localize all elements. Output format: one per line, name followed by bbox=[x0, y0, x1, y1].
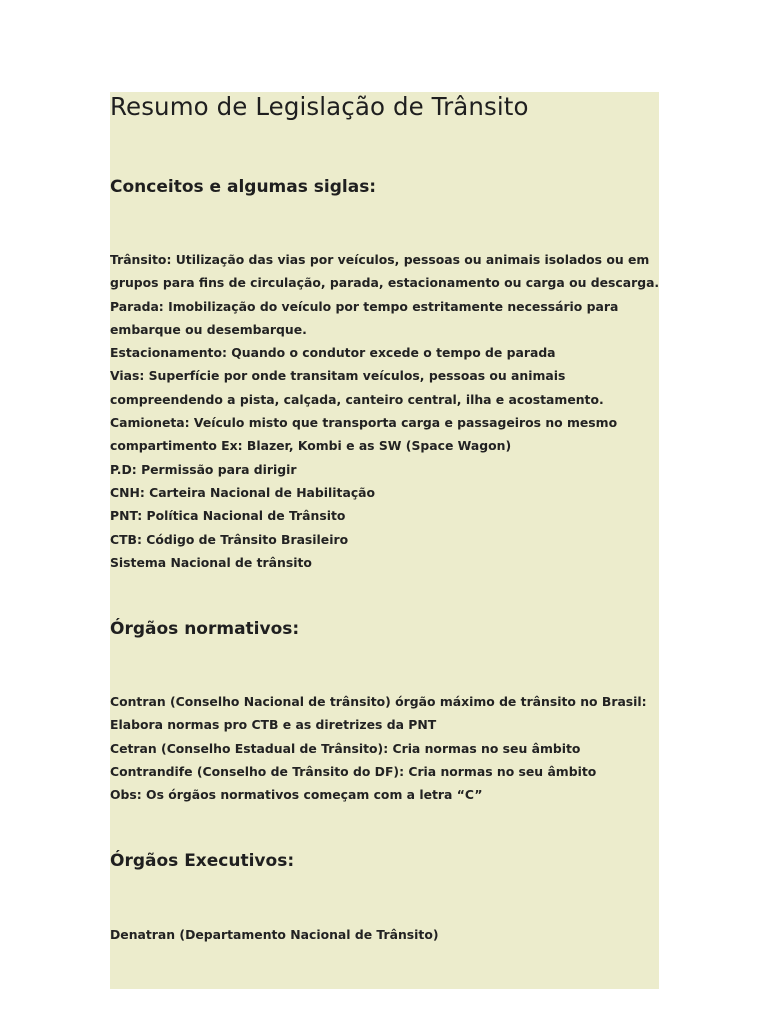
text-line: compartimento Ex: Blazer, Kombi e as SW (Space Wagon) bbox=[110, 438, 512, 454]
text-line: compreendendo a pista, calçada, canteiro central, ilha e acostamento. bbox=[110, 391, 604, 407]
text-line: Estacionamento: Quando o condutor excede o tempo de parada bbox=[110, 345, 556, 361]
text-line: embarque ou desembarque. bbox=[110, 321, 307, 337]
section-body-orgaos-normativos bbox=[110, 690, 647, 806]
section-heading-orgaos-executivos: Órgãos Executivos: bbox=[110, 851, 295, 871]
text-line: Elabora normas pro CTB e as diretrizes da PNT bbox=[110, 717, 437, 733]
text-line: Camioneta: Veículo misto que transporta carga e passageiros no mesmo bbox=[110, 415, 618, 431]
text-line: Trânsito: Utilização das vias por veículos, pessoas ou animais isolados ou em bbox=[110, 252, 650, 267]
text-line: Parada: Imobilização do veículo por tempo estritamente necessário para bbox=[110, 298, 619, 314]
text-line: Obs: Os órgãos normativos começam com a letra “C” bbox=[110, 787, 483, 803]
text-line: CNH: Carteira Nacional de Habilitação bbox=[110, 484, 376, 500]
text-line: Cetran (Conselho Estadual de Trânsito): Cria normas no seu âmbito bbox=[110, 740, 581, 756]
text-line: P.D: Permissão para dirigir bbox=[110, 461, 297, 477]
document-title: Resumo de Legislação de Trânsito bbox=[110, 92, 529, 121]
text-line: PNT: Política Nacional de Trânsito bbox=[110, 508, 346, 524]
section-heading-orgaos-normativos: Órgãos normativos: bbox=[110, 619, 300, 639]
section-body-orgaos-executivos bbox=[110, 923, 439, 946]
text-line: Sistema Nacional de trânsito bbox=[110, 554, 312, 570]
section-heading-conceitos: Conceitos e algumas siglas: bbox=[110, 177, 377, 197]
text-line: Contran (Conselho Nacional de trânsito) órgão máximo de trânsito no Brasil: bbox=[110, 694, 647, 709]
text-line: grupos para fins de circulação, parada, estacionamento ou carga ou descarga. bbox=[110, 275, 660, 291]
text-line: Denatran (Departamento Nacional de Trânsito) bbox=[110, 927, 439, 942]
text-line: CTB: Código de Trânsito Brasileiro bbox=[110, 531, 349, 547]
text-line: Vias: Superfície por onde transitam veículos, pessoas ou animais bbox=[110, 368, 566, 384]
section-body-conceitos bbox=[110, 248, 659, 574]
text-line: Contrandife (Conselho de Trânsito do DF): Cria normas no seu âmbito bbox=[110, 763, 597, 779]
document-page bbox=[110, 92, 659, 989]
